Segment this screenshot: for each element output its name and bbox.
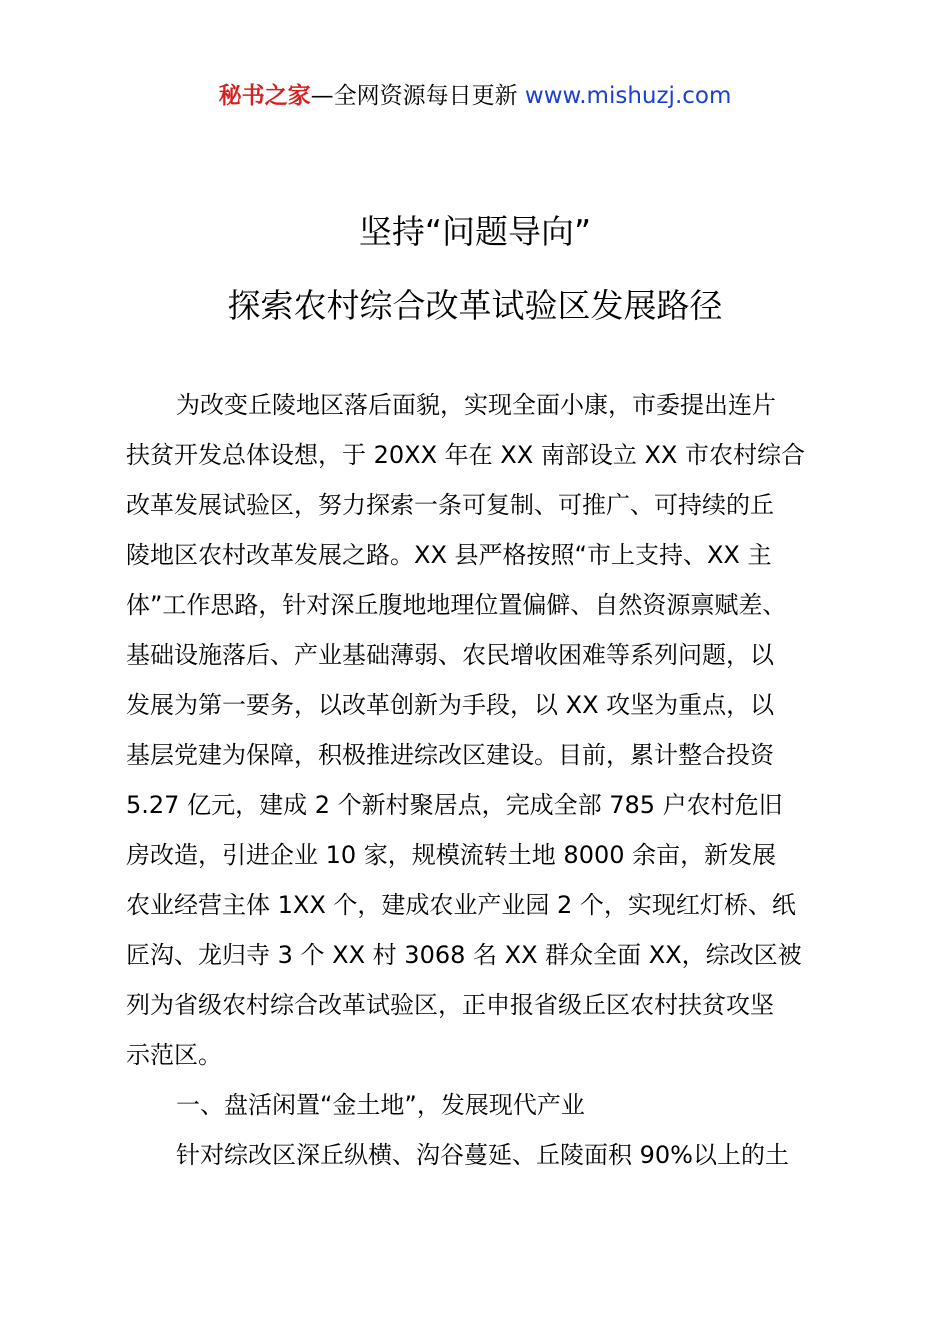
- site-header: [0, 80, 950, 112]
- paragraph-1-line: 匠沟、龙归寺 3 个 XX 村 3068 名 XX 群众全面 XX，综改区被: [126, 941, 802, 969]
- paragraph-1-line: 农业经营主体 1XX 个，建成农业产业园 2 个，实现红灯桥、纸: [126, 891, 796, 919]
- paragraph-2-line: 针对综改区深丘纵横、沟谷蔓延、丘陵面积 90%以上的土: [176, 1141, 789, 1169]
- paragraph-1-line: 改革发展试验区，努力探索一条可复制、可推广、可持续的丘: [126, 491, 774, 519]
- paragraph-1-line: 示范区。: [126, 1041, 222, 1069]
- paragraph-1-line: 发展为第一要务，以改革创新为手段，以 XX 攻坚为重点，以: [126, 691, 775, 719]
- document-title-line-2: 探索农村综合改革试验区发展路径: [227, 286, 723, 325]
- site-tagline: —全网资源每日更新: [310, 83, 518, 109]
- paragraph-1-line: 房改造，引进企业 10 家，规模流转土地 8000 余亩，新发展: [126, 841, 777, 869]
- paragraph-1-line: 体”工作思路，针对深丘腹地地理位置偏僻、自然资源禀赋差、: [126, 591, 787, 619]
- paragraph-1-line: 扶贫开发总体设想，于 20XX 年在 XX 南部设立 XX 市农村综合: [126, 441, 805, 469]
- paragraph-1-line: 列为省级农村综合改革试验区，正申报省级丘区农村扶贫攻坚: [126, 991, 774, 1019]
- paragraph-1-line: 基层党建为保障，积极推进综改区建设。目前，累计整合投资: [126, 741, 774, 769]
- paragraph-1-line: 基础设施落后、产业基础薄弱、农民增收困难等系列问题，以: [126, 641, 774, 669]
- paragraph-1-line: 为改变丘陵地区落后面貌，实现全面小康，市委提出连片: [176, 391, 776, 419]
- paragraph-1-line: 陵地区农村改革发展之路。XX 县严格按照“市上支持、XX 主: [126, 541, 772, 569]
- document-title-line-1: 坚持“问题导向”: [358, 212, 592, 251]
- paragraph-1-line: 5.27 亿元，建成 2 个新村聚居点，完成全部 785 户农村危旧: [126, 791, 783, 819]
- site-brand: 秘书之家: [218, 83, 311, 109]
- section-1-heading: 一、盘活闲置“金土地”，发展现代产业: [176, 1091, 585, 1119]
- site-url-link[interactable]: www.mishuzj.com: [524, 83, 732, 109]
